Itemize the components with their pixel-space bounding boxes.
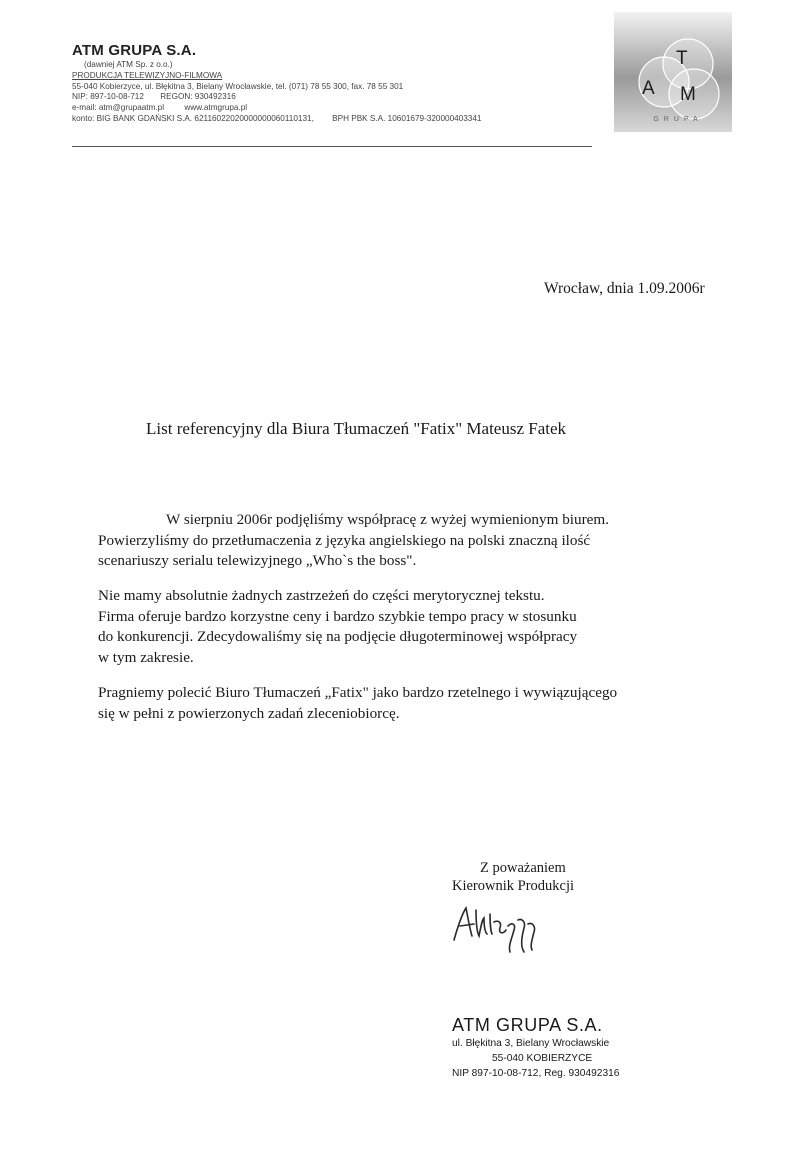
regon-number: REGON: 930492316: [160, 92, 236, 102]
former-name: (dawniej ATM Sp. z o.o.): [84, 60, 173, 69]
paragraph-line: W sierpniu 2006r podjęliśmy współpracę z wyżej wymienionym biurem.: [166, 511, 610, 528]
paragraph-line: do konkurencji. Zdecydowaliśmy się na podjęcie długoterminowej współpracy: [98, 628, 578, 645]
company-accounts: [72, 114, 592, 125]
letter-date: Wrocław, dnia 1.09.2006r: [544, 280, 705, 297]
company-name: ATM GRUPA S.A.: [72, 42, 197, 59]
atm-logo-icon: [614, 12, 732, 132]
stamp-address-line-1: ul. Błękitna 3, Bielany Wrocławskie: [452, 1038, 610, 1049]
closing-phrase: Z poważaniem: [480, 860, 566, 876]
paragraph-1: [98, 510, 738, 572]
logo-letter-t: T: [676, 48, 688, 69]
paragraph-line: Pragniemy polecić Biuro Tłumaczeń „Fatix" jako bardzo rzetelnego i wywiązującego: [98, 684, 618, 701]
logo-letter-m: M: [680, 84, 696, 105]
bank-account-1: konto: BIG BANK GDAŃSKI S.A. 62116022020000000060110131,: [72, 113, 314, 123]
letter-subject: List referencyjny dla Biura Tłumaczeń "Fatix" Mateusz Fatek: [146, 419, 567, 438]
paragraph-line: Nie mamy absolutnie żadnych zastrzeżeń do części merytorycznej tekstu.: [98, 587, 545, 604]
company-stamp: [448, 1015, 688, 1081]
company-email: e-mail: atm@grupaatm.pl: [72, 103, 165, 113]
letterhead-rule: [72, 146, 592, 147]
bank-account-2: BPH PBK S.A. 10601679-320000403341: [332, 113, 482, 123]
nip-number: NIP: 897-10-08-712: [72, 92, 144, 102]
company-website: www.atmgrupa.pl: [184, 103, 248, 113]
stamp-company-name: ATM GRUPA S.A.: [452, 1015, 603, 1035]
company-registration: [72, 92, 592, 103]
paragraph-line: Firma oferuje bardzo korzystne ceny i bardzo szybkie tempo pracy w stosunku: [98, 607, 577, 625]
stamp-registration: NIP 897-10-08-712, Reg. 930492316: [452, 1068, 620, 1079]
paragraph-line: Powierzyliśmy do przetłumaczenia z języka angielskiego na polski znaczną ilość: [98, 531, 591, 549]
company-contact: [72, 103, 592, 114]
company-address: 55-040 Kobierzyce, ul. Błękitna 3, Bielany Wrocławskie, tel. (071) 78 55 300, fax. 78 55 301: [72, 81, 404, 91]
logo-letter-a: A: [642, 78, 655, 99]
logo-caption: GRUPA: [653, 116, 703, 123]
letterhead: [72, 42, 592, 125]
paragraph-line: scenariuszy serialu telewizyjnego „Who`s the boss".: [98, 552, 417, 569]
paragraph-line: się w pełni z powierzonych zadań zleceniobiorcę.: [98, 704, 400, 722]
paragraph-3: [98, 683, 738, 724]
company-activity: PRODUKCJA TELEWIZYJNO-FILMOWA: [72, 70, 223, 80]
stamp-address-line-2: 55-040 KOBIERZYCE: [492, 1053, 593, 1064]
paragraph-line: w tym zakresie.: [98, 648, 194, 666]
paragraph-2: [98, 586, 738, 668]
handwritten-signature-icon: [448, 896, 558, 956]
signatory-position: Kierownik Produkcji: [452, 878, 575, 894]
